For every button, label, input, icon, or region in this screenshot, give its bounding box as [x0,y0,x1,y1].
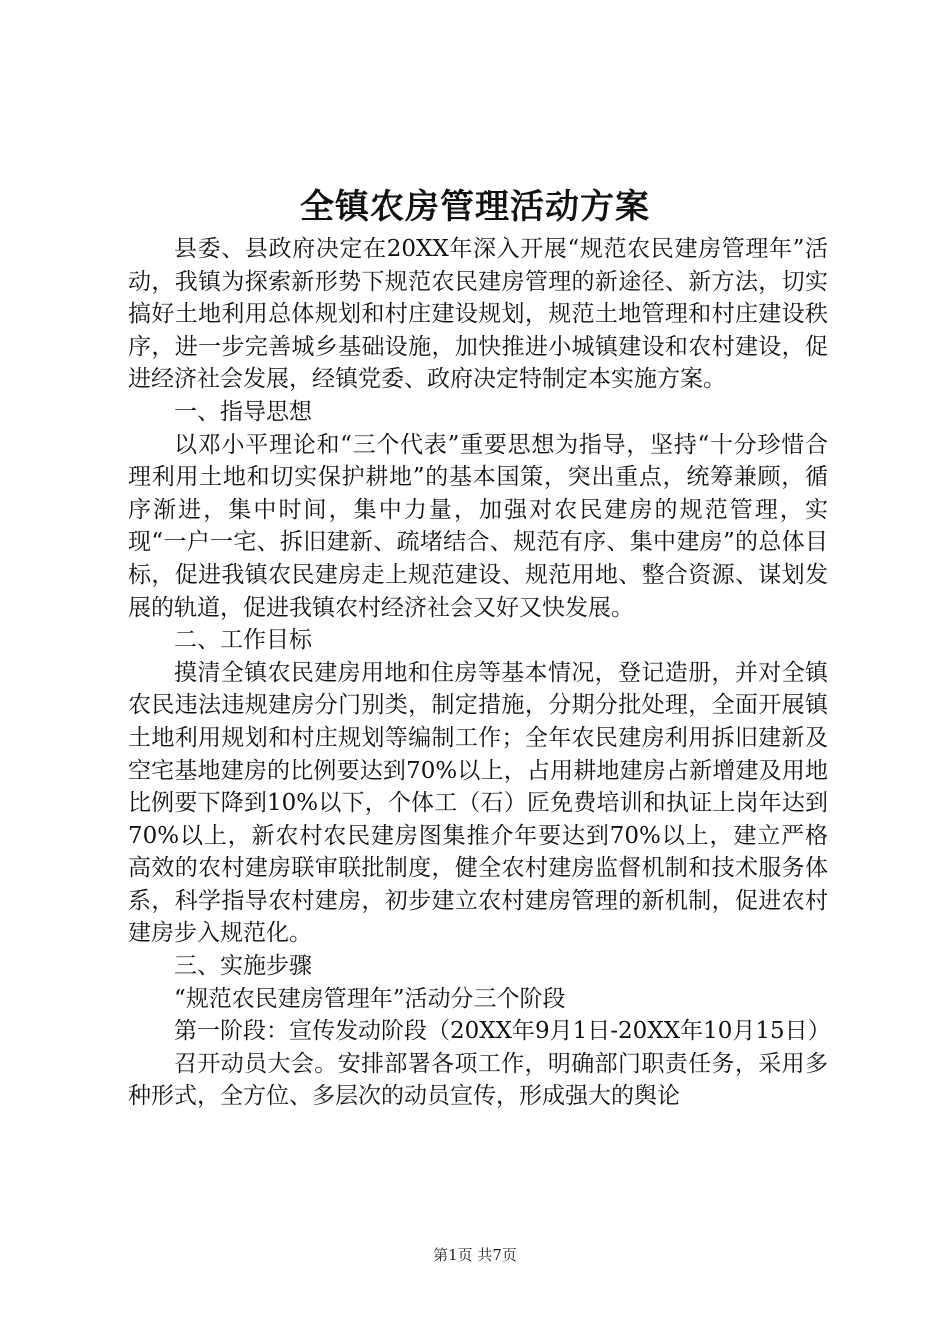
stage-one-paragraph: 召开动员大会。安排部署各项工作，明确部门职责任务，采用多种形式，全方位、多层次的动员宣传，形成强大的舆论 [128,1050,828,1110]
stages-intro-paragraph: “规范农民建房管理年”活动分三个阶段 [174,985,566,1012]
work-goals-paragraph: 摸清全镇农民建房用地和住房等基本情况，登记造册，并对全镇农民违法违规建房分门别类，制定措施，分期分批处理，全面开展镇土地利用规划和村庄规划等编制工作；全年农民建房利用拆旧建新及空宅基地建房的比例要达到70%以上，占用耕地建房占新增建及用地比例要下降到10%以下，个体工（石）匠免费培训和执证上岗年达到70%以上，新农村农民建房图集推介年要达到70%以上，建立严格高效的农村建房联审联批制度，健全农村建房监督机制和技术服务体系，科学指导农村建房，初步建立农村建房管理的新机制，促进农村建房步入规范化。 [128,659,828,947]
stage-one-heading: 第一阶段：宣传发动阶段（20XX年9月1日-20XX年10月15日） [174,1018,831,1045]
section-heading-implementation-steps: 三、实施步骤 [174,953,312,980]
page-title: 全镇农房管理活动方案 [300,187,650,227]
guiding-ideology-paragraph: 以邓小平理论和“三个代表”重要思想为指导，坚持“十分珍惜合理利用土地和切实保护耕地”的基本国策，突出重点，统筹兼顾，循序渐进，集中时间，集中力量，加强对农民建房的规范管理，实现“一户一宅、拆旧建新、疏堵结合、规范有序、集中建房”的总体目标，促进我镇农民建房走上规范建设、规范用地、整合资源、谋划发展的轨道，促进我镇农村经济社会又好又快发展。 [128,431,828,621]
section-heading-guiding-ideology: 一、指导思想 [174,398,312,425]
page-footer: 第1页 共7页 [433,1246,517,1264]
document-body [128,233,831,1113]
section-heading-work-goals: 二、工作目标 [174,627,312,654]
intro-paragraph: 县委、县政府决定在20XX年深入开展“规范农民建房管理年”活动，我镇为探索新形势下规范农民建房管理的新途径、新方法，切实搞好土地利用总体规划和村庄建设规划，规范土地管理和村庄建设秩序，进一步完善城乡基础设施，加快推进小城镇建设和农村建设，促进经济社会发展，经镇党委、政府决定特制定本实施方案。 [128,236,828,393]
